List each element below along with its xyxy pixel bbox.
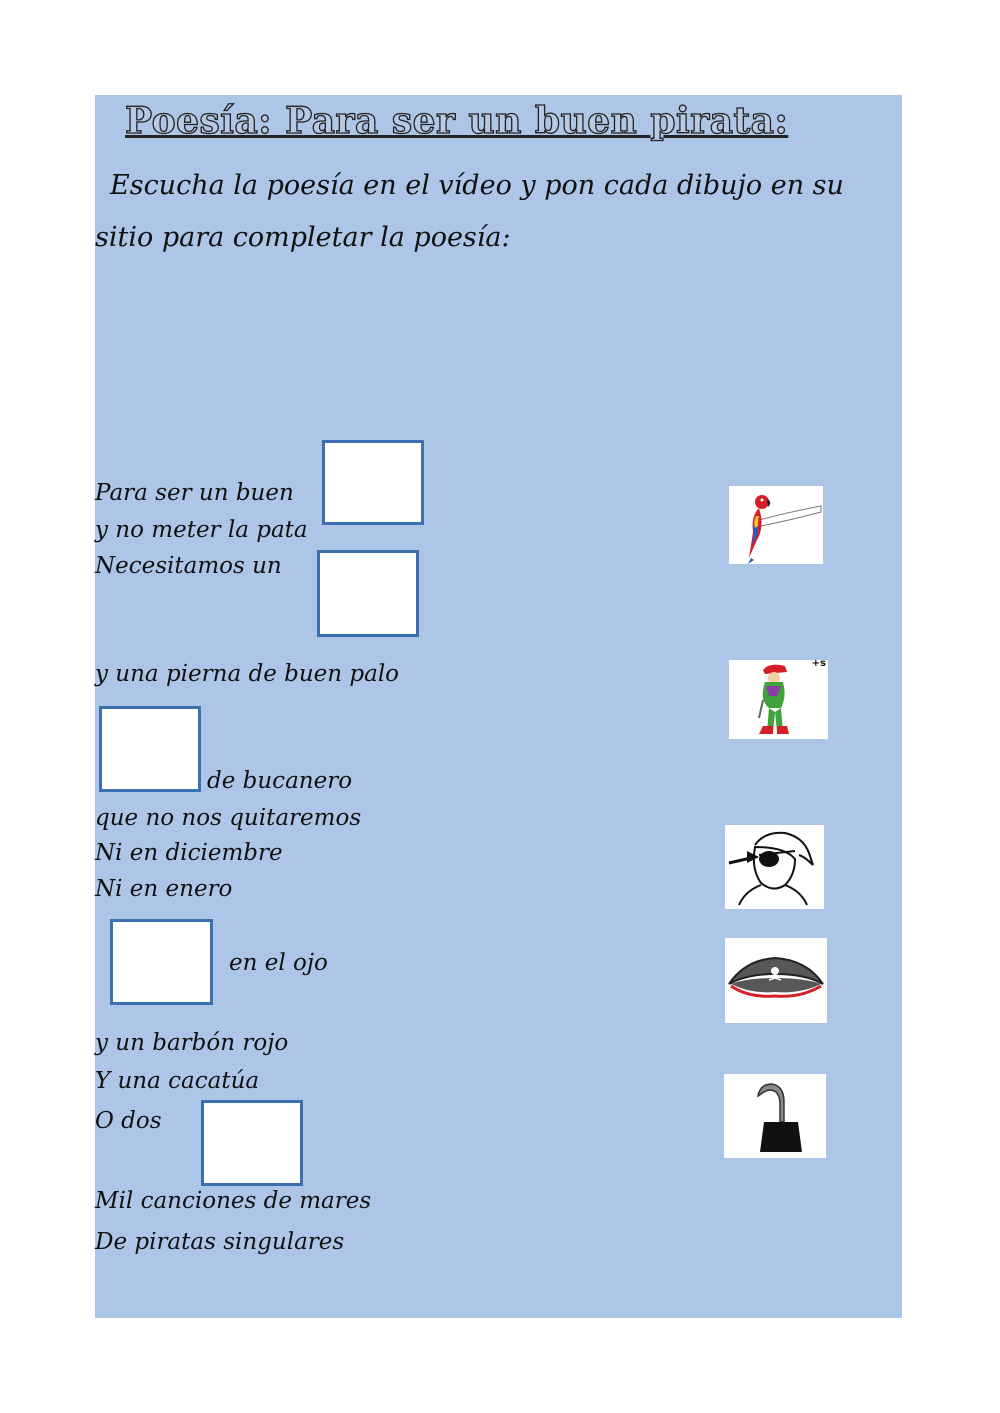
poem-line: de bucanero — [207, 768, 353, 794]
poem-line: Ni en enero — [95, 876, 233, 902]
drop-zone-4[interactable] — [110, 919, 213, 1005]
poem-line: Y una cacatúa — [95, 1068, 260, 1094]
poem-line: Para ser un buen — [95, 480, 294, 506]
poem-line: que no nos quitaremos — [95, 805, 362, 831]
hook-icon — [724, 1074, 826, 1158]
poem-line: O dos — [95, 1108, 162, 1134]
eyepatch-icon — [725, 825, 824, 909]
poem-line: en el ojo — [229, 950, 328, 976]
poem-line: De piratas singulares — [95, 1229, 345, 1255]
drop-zone-2[interactable] — [317, 550, 419, 637]
drop-zone-5[interactable] — [201, 1100, 303, 1186]
pirate-hat-card[interactable] — [725, 938, 827, 1023]
pirate-figure-card[interactable] — [729, 660, 828, 739]
drop-zone-3[interactable] — [99, 706, 201, 792]
poem-line: Necesitamos un — [95, 553, 282, 579]
poem-line: Mil canciones de mares — [95, 1188, 372, 1214]
poem-line: y una pierna de buen palo — [95, 661, 400, 687]
eyepatch-card[interactable] — [725, 825, 824, 909]
poem-line: Ni en diciembre — [95, 840, 283, 866]
instructions-line-1: Escucha la poesía en el vídeo y pon cada dibujo en su — [110, 170, 844, 201]
pirate-hat-icon — [725, 938, 827, 1023]
page-title: Poesía: Para ser un buen pirata: — [125, 100, 789, 142]
instructions-line-2: sitio para completar la poesía: — [95, 222, 511, 253]
poem-line: y un barbón rojo — [95, 1030, 289, 1056]
parrot-icon — [729, 486, 823, 564]
plural-badge: +s — [811, 658, 826, 669]
parrot-card[interactable] — [729, 486, 823, 564]
hook-card[interactable] — [724, 1074, 826, 1158]
drop-zone-1[interactable] — [322, 440, 424, 525]
pirate-figure-icon — [729, 660, 828, 739]
poem-line: y no meter la pata — [95, 517, 308, 543]
